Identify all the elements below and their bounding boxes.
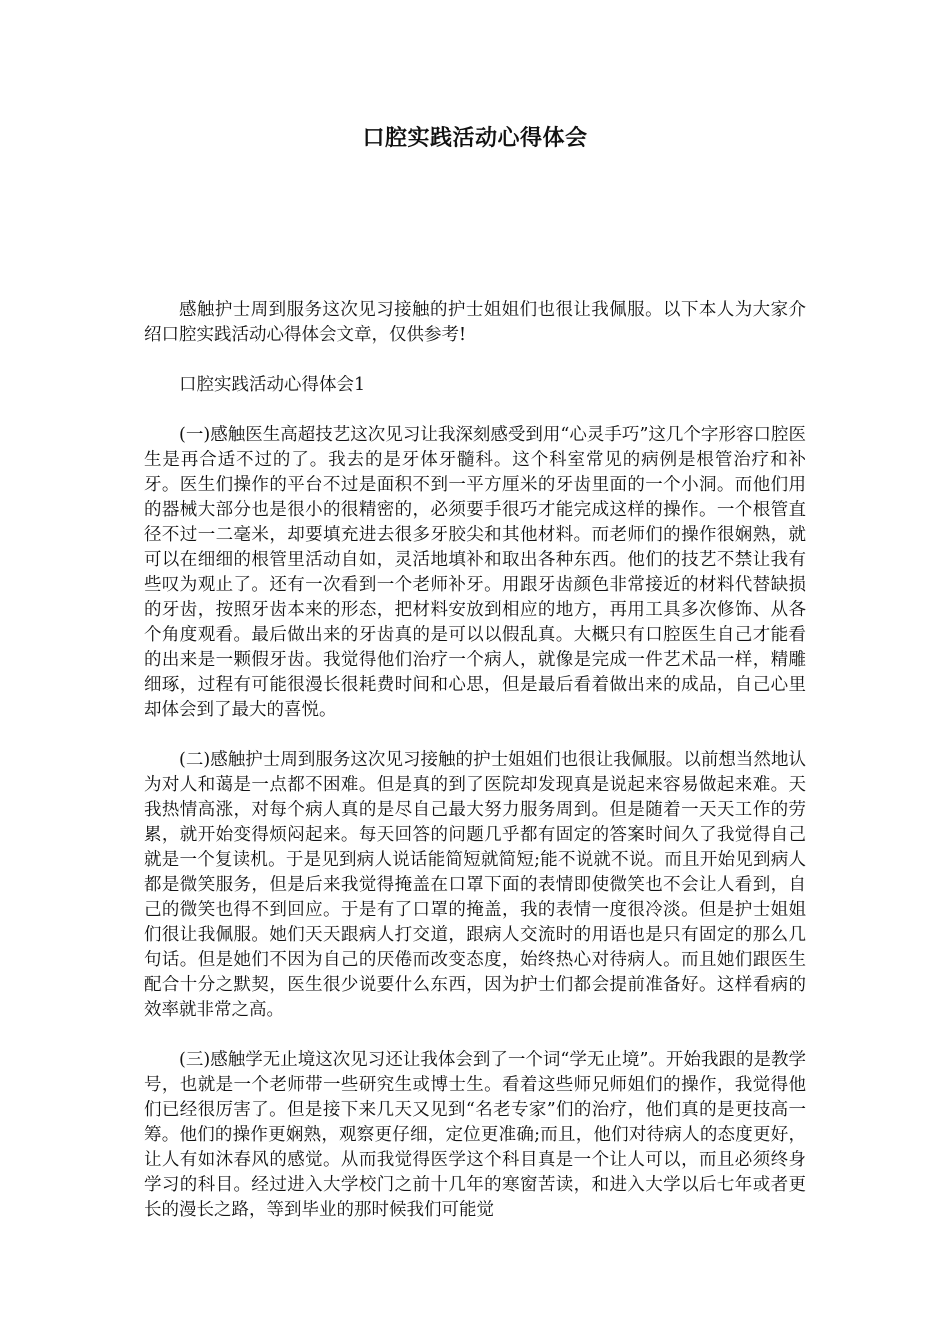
body-paragraph-2: (二)感触护士周到服务这次见习接触的护士姐姐们也很让我佩服。以前想当然地认为对人和蔼是一点都不困难。但是真的到了医院却发现真是说起来容易做起来难。天我热情高涨，对每个病人真的是尽自己最大努力服务周到。但是随着一天天工作的劳累，就开始变得烦闷起来。每天回答的问题几乎都有固定的答案时间久了我觉得自己就是一个复读机。于是见到病人说话能简短就简短;能不说就不说。而且开始见到病人都是微笑服务，但是后来我觉得掩盖在口罩下面的表情即使微笑也不会让人看到，自己的微笑也得不到回应。于是有了口罩的掩盖，我的表情一度很冷淡。但是护士姐姐们很让我佩服。她们天天跟病人打交道，跟病人交流时的用语也是只有固定的那么几句话。但是她们不因为自己的厌倦而改变态度，始终热心对待病人。而且她们跟医生配合十分之默契，医生很少说要什么东西，因为护士们都会提前准备好。这样看病的效率就非常之高。 bbox=[144, 750, 806, 1020]
body-paragraph-1: (一)感触医生高超技艺这次见习让我深刻感受到用“心灵手巧”这几个字形容口腔医生是再合适不过的了。我去的是牙体牙髓科。这个科室常见的病例是根管治疗和补牙。医生们操作的平台不过是面积不到一平方厘米的牙齿里面的一个小洞。而他们用的器械大部分也是很小的很精密的，必须要手很巧才能完成这样的操作。一个根管直径不过一二毫米，却要填充进去很多牙胶尖和其他材料。而老师们的操作很娴熟，就可以在细细的根管里活动自如，灵活地填补和取出各种东西。他们的技艺不禁让我有些叹为观止了。还有一次看到一个老师补牙。用跟牙齿颜色非常接近的材料代替缺损的牙齿，按照牙齿本来的形态，把材料安放到相应的地方，再用工具多次修饰、从各个角度观看。最后做出来的牙齿真的是可以以假乱真。大概只有口腔医生自己才能看的出来是一颗假牙齿。我觉得他们治疗一个病人，就像是完成一件艺术品一样，精雕细琢，过程有可能很漫长很耗费时间和心思，但是最后看着做出来的成品，自己心里却体会到了最大的喜悦。 bbox=[144, 425, 806, 720]
intro-paragraph: 感触护士周到服务这次见习接触的护士姐姐们也很让我佩服。以下本人为大家介绍口腔实践活动心得体会文章，仅供参考! bbox=[144, 300, 806, 345]
section-heading: 口腔实践活动心得体会1 bbox=[179, 375, 366, 395]
body-paragraph-3: (三)感触学无止境这次见习还让我体会到了一个词“学无止境”。开始我跟的是教学号，也就是一个老师带一些研究生或博士生。看着这些师兄师姐们的操作，我觉得他们已经很厉害了。但是接下来几天又见到“名老专家”们的治疗，他们真的是更技高一筹。他们的操作更娴熟，观察更仔细，定位更准确;而且，他们对待病人的态度更好，让人有如沐春风的感觉。从而我觉得医学这个科目真是一个让人可以，而且必须终身学习的科目。经过进入大学校门之前十几年的寒窗苦读，和进入大学以后七年或者更长的漫长之路，等到毕业的那时候我们可能觉 bbox=[144, 1050, 806, 1220]
document-body bbox=[144, 298, 806, 1248]
document-title: 口腔实践活动心得体会 bbox=[362, 125, 588, 151]
